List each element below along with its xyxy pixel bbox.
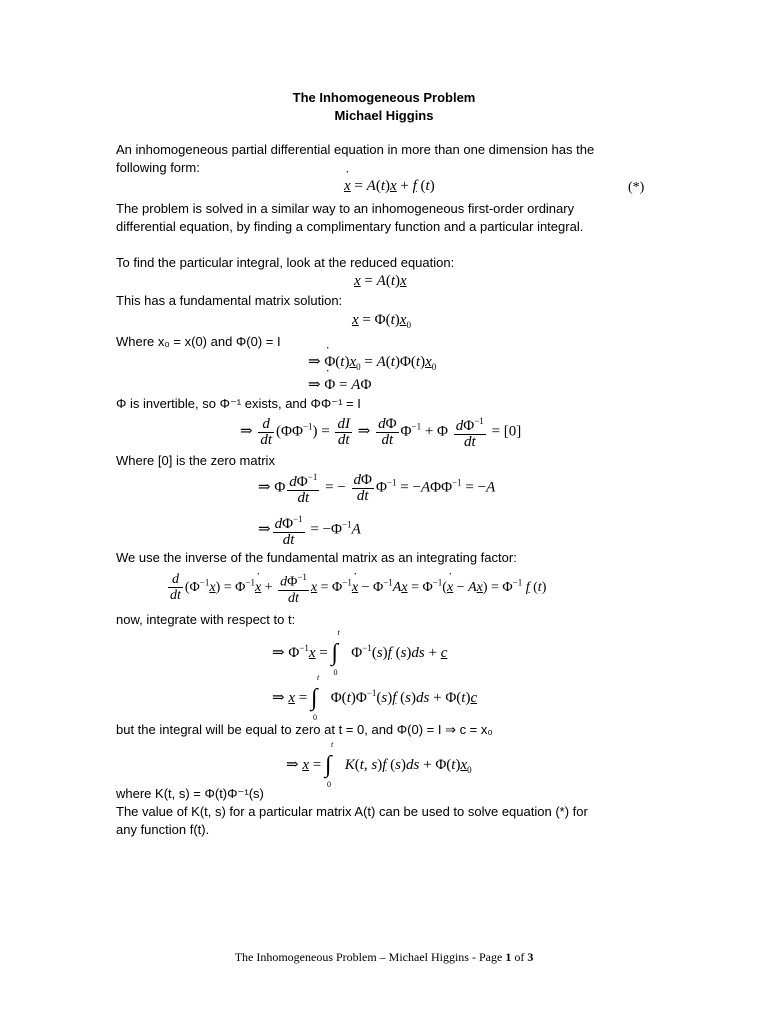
footer-page-number: 1	[505, 950, 512, 964]
paragraph-particular: To find the particular integral, look at the reduced equation:	[116, 255, 455, 270]
equation-fundamental-solution: $x = \Phi(t)x_0$	[352, 312, 411, 330]
paragraph-but-integral: but the integral will be equal to zero at t = 0, and Φ(0) = I ⇒ c = x₀	[116, 722, 493, 737]
paragraph-zero-matrix: Where [0] is the zero matrix	[116, 453, 275, 468]
paragraph-value-line-2: any function f(t).	[116, 822, 210, 837]
footer-text: The Inhomogeneous Problem – Michael Higgins - Page	[234, 950, 506, 964]
equation-phi-dot-reduced: ⇒ ˙ Φ = AΦ	[308, 375, 371, 394]
paragraph-value-line-1: The value of K(t, s) for a particular matrix A(t) can be used to solve equation (*) for	[116, 804, 588, 819]
paragraph-solved-line-1: The problem is solved in a similar way to an inhomogeneous first-order ordinary	[116, 201, 575, 216]
document-author: Michael Higgins	[334, 108, 434, 123]
document-title: The Inhomogeneous Problem	[292, 90, 476, 105]
paragraph-integrate: now, integrate with respect to t:	[116, 612, 296, 627]
paragraph-solved-line-2: differential equation, by finding a complimentary function and a particular integral.	[116, 219, 584, 234]
paragraph-fundamental: This has a fundamental matrix solution:	[116, 293, 343, 308]
equation-inhomogeneous: ˙ x = A(t)x + f (t)	[344, 178, 435, 195]
footer-of: of	[511, 950, 528, 964]
paragraph-intro-line-2: following form:	[116, 160, 200, 175]
equation-final-solution: ⇒ x = ∫ t 0 K(t, s)f $(s)ds + \Phi(t)x_0$	[286, 740, 472, 789]
paragraph-where-x0: Where x₀ = x(0) and Φ(0) = I	[116, 334, 281, 349]
paragraph-invertible: Φ is invertible, so Φ⁻¹ exists, and ΦΦ⁻¹ = I	[116, 396, 361, 411]
paragraph-intro-line-1: An inhomogeneous partial differential equation in more than one dimension has the	[116, 142, 595, 157]
footer-page-total: 3	[527, 950, 534, 964]
equation-reduced: ˙ x = A(t)x	[354, 273, 407, 290]
paragraph-where-k: where K(t, s) = Φ(t)Φ⁻¹(s)	[116, 786, 264, 801]
equation-derivative-identity: ⇒ $\frac{d}{dt}$ $(\Phi\Phi^{-1})$ = $\frac{dI}{dt}$ ⇒ $\frac{d\Phi}{dt}$ $\Phi^{-1} + \Phi$ $\frac{d\Phi^{-1}}{dt}$ = [0]	[240, 415, 522, 450]
paragraph-inverse: We use the inverse of the fundamental matrix as an integrating factor:	[116, 550, 517, 565]
equation-integral-1: ⇒ $\Phi^{-1}x$ = ∫ t 0 $\Phi^{-1}(s)f$ (s)ds + c	[272, 628, 448, 677]
equation-inverse-derivative: ⇒ $\frac{d\Phi^{-1}}{dt}$ = $-\Phi^{-1}A$	[258, 514, 361, 548]
equation-integral-2: ⇒ x = ∫ t 0 $\Phi(t)\Phi^{-1}(s)f$ (s)ds + Φ(t)c	[272, 673, 478, 722]
equation-number: (*)	[628, 180, 645, 195]
equation-phi-dot: ⇒ ˙ $\Phi(t)x_0 = A(t)\Phi(t)x_0$	[308, 352, 436, 372]
equation-phi-inverse-derivative: ⇒ Φ $\frac{d\Phi^{-1}}{dt}$ = − $\frac{d\Phi}{dt}$ $\Phi^{-1} = -A\Phi\Phi^{-1} = -A$	[258, 471, 496, 506]
page-footer	[0, 950, 768, 965]
equation-integrating-factor: $\frac{d}{dt}$ $(\Phi^{-1}x)$ = $\Phi^{-1}˙$ x + $\frac{d\Phi^{-1}}{dt}$ $x = \Phi^{-1}˙$ $x - \Phi^{-1}Ax$ = $\Phi^{-1}(˙$ $x - Ax) = \Phi^{-1}$ f (t)	[166, 570, 546, 606]
